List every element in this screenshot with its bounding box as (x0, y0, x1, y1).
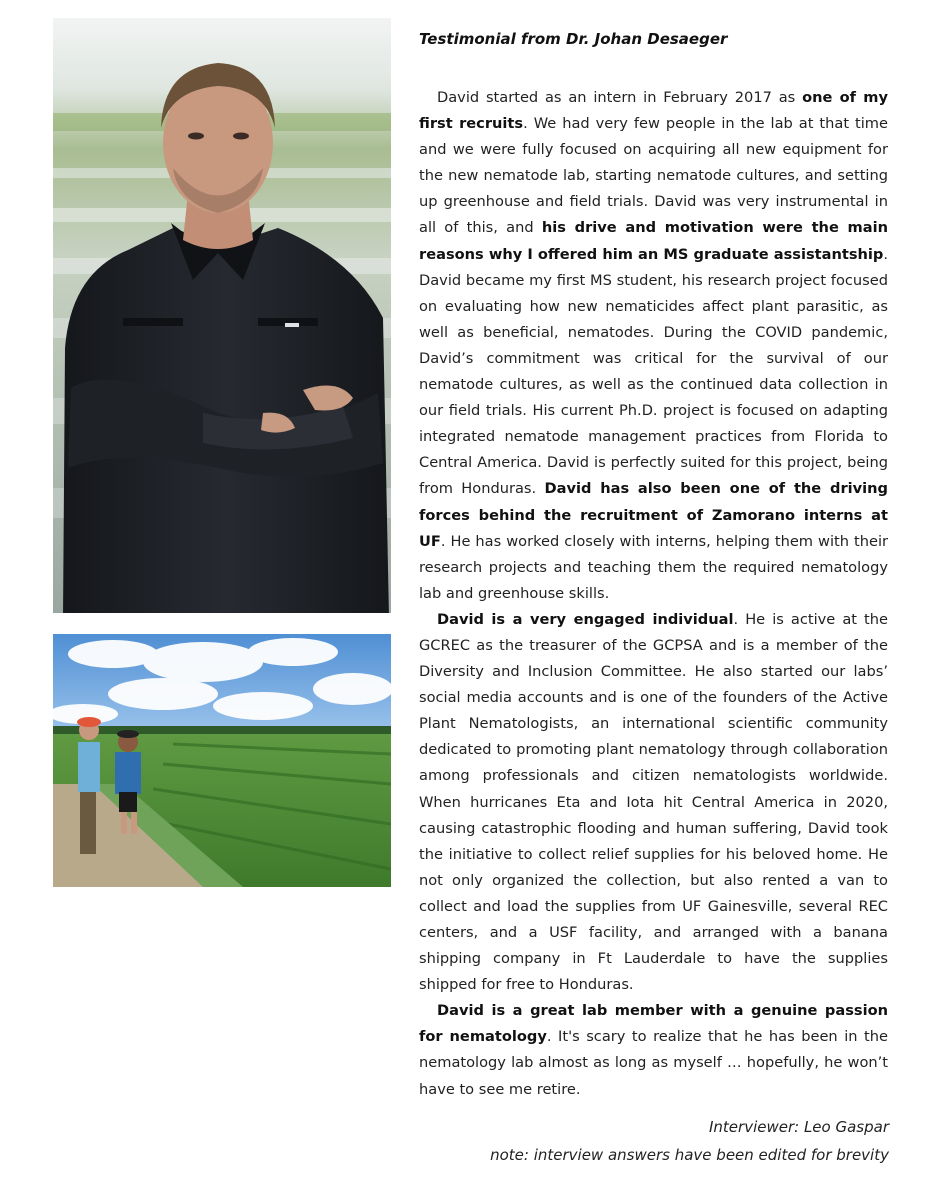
portrait-illustration (53, 18, 391, 613)
emphasis-text: one of my first recruits (419, 89, 888, 133)
body-text: . We had very few people in the lab at that time and we were fully focused on acquiring all new equipment for the new nematode lab, starting nematode cultures, and setting up greenhouse and field trials. David was very instrumental in all of this, and (419, 115, 888, 237)
body-paragraph (419, 85, 888, 607)
emphasis-text: David is a very engaged individual (437, 610, 734, 628)
emphasis-text: David has also been one of the driving forces behind the recruitment of Zamorano interns at UF (419, 480, 888, 550)
body-paragraph (419, 998, 888, 1102)
portrait-photo (53, 18, 391, 613)
testimonial-content (419, 0, 889, 1200)
emphasis-text: his drive and motivation were the main reasons why I offered him an MS graduate assistantship (419, 219, 888, 263)
body-text: . David became my first MS student, his research project focused on evaluating how new nematicides affect plant parasitic, as well as beneficial, nematodes. During the COVID pandemic, David’s commitment was critical for the survival of our nematode cultures, as well as the continued data collection in our field trials. His current Ph.D. project is focused on adapting integrated nematode management practices from Florida to Central America. David is perfectly suited for this project, being from Honduras. (419, 245, 888, 498)
emphasis-text: David is a great lab member with a genuine passion for nematology (419, 1002, 888, 1046)
editorial-note: note: interview answers have been edited for brevity (490, 1146, 889, 1164)
interviewer-credit: Interviewer: Leo Gaspar (708, 1118, 889, 1136)
body-paragraph (419, 607, 888, 998)
testimonial-footer (419, 1113, 889, 1169)
body-text: David started as an intern in February 2017 as (437, 89, 803, 106)
body-text: . He is active at the GCREC as the treasurer of the GCPSA and is a member of the Diversity and Inclusion Committee. He also started our labs’ social media accounts and is one of the founders of the Active Plant Nematologists, an international scientific community dedicated to promoting plant nematology through collaboration among professionals and citizen nematologists worldwide. When hurricanes Eta and Iota hit Central America in 2020, causing catastrophic flooding and human suffering, David took the initiative to collect relief supplies for his beloved home. He not only organized the collection, but also rented a van to collect and load the supplies from UF Gainesville, several REC centers, and a USF facility, and arranged with a banana shipping company in Ft Lauderdale to have the supplies shipped for free to Honduras. (419, 610, 889, 994)
body-text: . He has worked closely with interns, helping them with their research projects and teaching them the required nematology lab and greenhouse skills. (419, 532, 888, 602)
body-text: . It's scary to realize that he has been in the nematology lab almost as long as myself … hopefully, he won’t have to see me retire. (419, 1028, 888, 1098)
field-photo (53, 634, 391, 887)
testimonial-title: Testimonial from Dr. Johan Desaeger (419, 30, 728, 48)
testimonial-body (419, 85, 888, 1103)
field-illustration (53, 634, 391, 887)
